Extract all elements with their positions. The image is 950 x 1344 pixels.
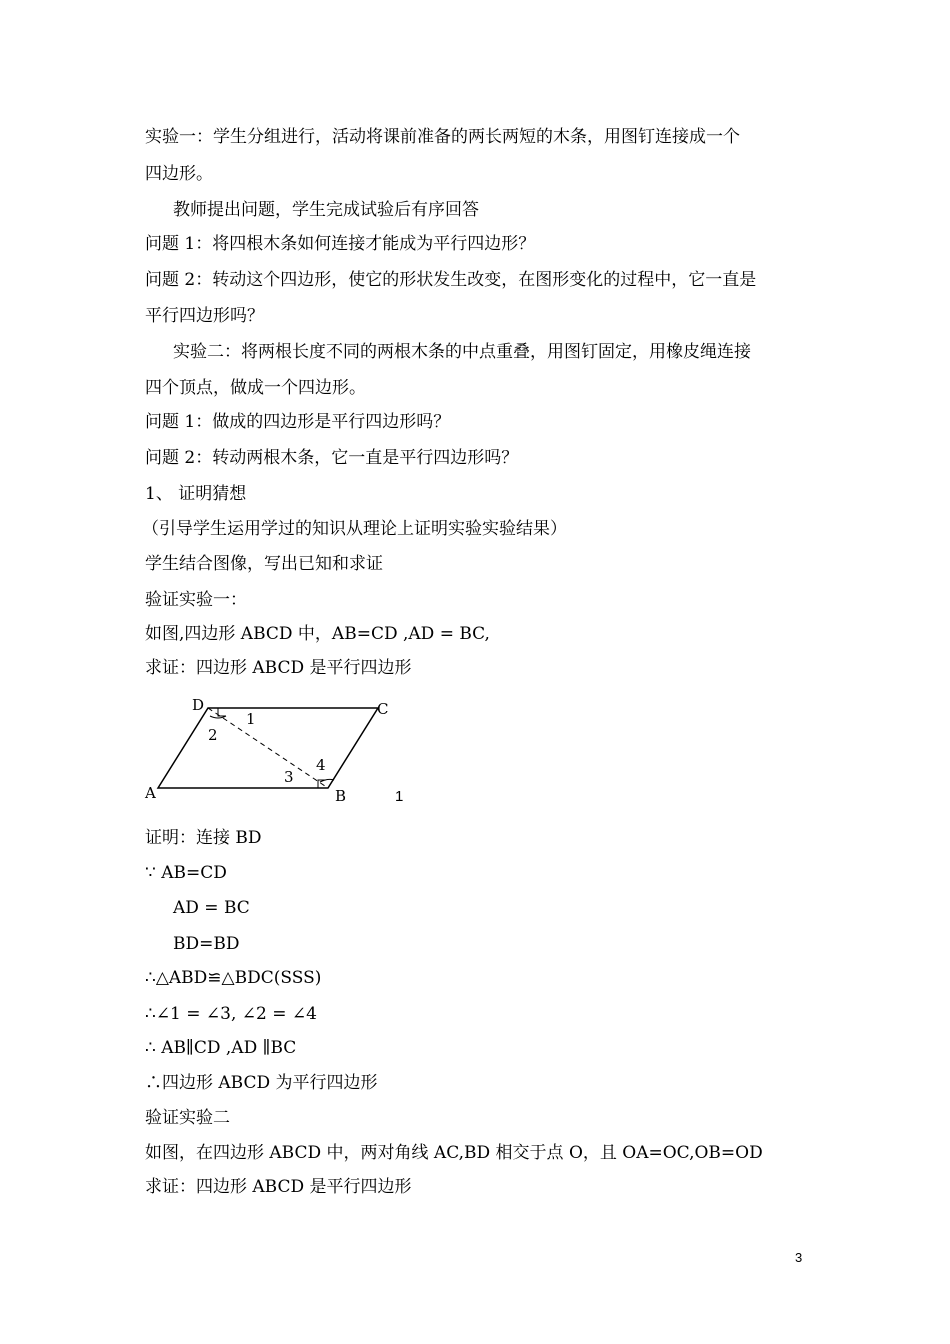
paragraph-line: 平行四边形吗？ bbox=[145, 306, 264, 326]
angle-label-3: 3 bbox=[284, 768, 294, 786]
proof-line: BD=BD bbox=[173, 934, 240, 954]
paragraph-line: 实验一：学生分组进行，活动将课前准备的两长两短的木条，用图钉连接成一个 bbox=[145, 127, 740, 147]
paragraph-line: 问题 1：做成的四边形是平行四边形吗？ bbox=[145, 412, 451, 432]
proof-line: ∴四边形 ABCD 为平行四边形 bbox=[145, 1073, 378, 1093]
proof-line: ∴△ABD≌△BDC(SSS) bbox=[145, 968, 322, 988]
paragraph-line: 教师提出问题，学生完成试验后有序回答 bbox=[173, 200, 479, 220]
paragraph-line: 求证：四边形 ABCD 是平行四边形 bbox=[145, 658, 412, 678]
paragraph-line: 问题 2：转动两根木条，它一直是平行四边形吗？ bbox=[145, 448, 519, 468]
parallelogram-figure bbox=[140, 690, 420, 810]
vertex-label-b: B bbox=[335, 787, 347, 805]
section-heading: 验证实验二 bbox=[145, 1108, 230, 1128]
paragraph-line: 四边形。 bbox=[145, 164, 213, 184]
angle-mark-1 bbox=[218, 708, 226, 716]
proof-line: ∴∠1 = ∠3, ∠2 = ∠4 bbox=[145, 1004, 317, 1024]
page-number: 3 bbox=[795, 1250, 803, 1265]
proof-line: ∴ AB∥CD ,AD ∥BC bbox=[145, 1038, 297, 1058]
proof-line: AD = BC bbox=[173, 898, 250, 918]
paragraph-line: 问题 2：转动这个四边形，使它的形状发生改变，在图形变化的过程中，它一直是 bbox=[145, 270, 757, 290]
vertex-label-a: A bbox=[145, 784, 156, 802]
paragraph-line: 学生结合图像，写出已知和求证 bbox=[145, 554, 383, 574]
paragraph-line: 如图，在四边形 ABCD 中，两对角线 AC,BD 相交于点 O，且 OA=OC,OB=OD bbox=[145, 1143, 763, 1163]
angle-label-4: 4 bbox=[316, 756, 326, 774]
paragraph-line: 实验二：将两根长度不同的两根木条的中点重叠，用图钉固定，用橡皮绳连接 bbox=[173, 342, 751, 362]
figure-number: 1 bbox=[395, 788, 404, 805]
paragraph-line: 如图,四边形 ABCD 中，AB=CD ,AD = BC, bbox=[145, 624, 490, 644]
paragraph-line: （引导学生运用学过的知识从理论上证明实验实验结果） bbox=[142, 519, 567, 539]
angle-label-1: 1 bbox=[246, 710, 256, 728]
paragraph-line: 求证：四边形 ABCD 是平行四边形 bbox=[145, 1177, 412, 1197]
paragraph-line: 问题 1：将四根木条如何连接才能成为平行四边形？ bbox=[145, 234, 536, 254]
paragraph-line: 验证实验一： bbox=[145, 590, 247, 610]
angle-label-2: 2 bbox=[208, 726, 218, 744]
proof-line: ∵ AB=CD bbox=[145, 863, 227, 883]
diagonal-bd bbox=[208, 708, 328, 788]
vertex-label-d: D bbox=[192, 696, 205, 714]
proof-line: 证明：连接 BD bbox=[145, 828, 262, 848]
vertex-label-c: C bbox=[377, 700, 389, 718]
paragraph-line: 四个顶点，做成一个四边形。 bbox=[145, 378, 366, 398]
section-heading: 1、 证明猜想 bbox=[145, 484, 247, 504]
